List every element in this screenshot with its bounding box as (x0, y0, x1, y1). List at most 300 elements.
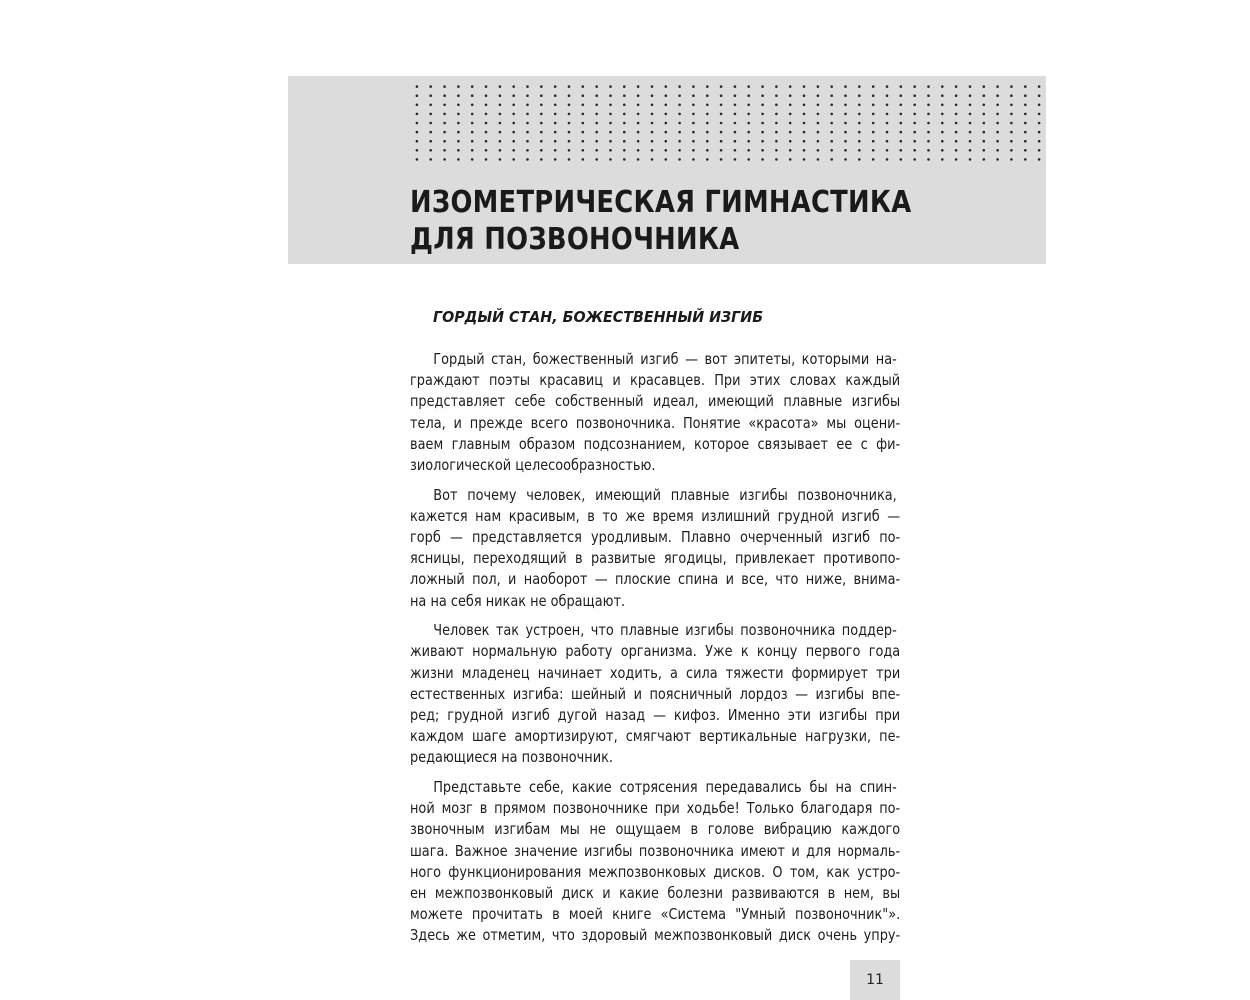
pattern-dot (734, 113, 737, 116)
pattern-dot (1024, 149, 1027, 152)
pattern-dot (983, 104, 986, 107)
pattern-dot (595, 149, 598, 152)
pattern-dot (858, 122, 861, 125)
page-number: 11 (866, 972, 884, 988)
pattern-dot (471, 113, 474, 116)
pattern-dot (830, 131, 833, 134)
pattern-dot (526, 122, 529, 125)
pattern-dot (955, 149, 958, 152)
pattern-dot (678, 140, 681, 143)
pattern-dot (443, 94, 446, 97)
text-line: естественных изгиба: шейный и поясничный лордоз — изгибы впе- (410, 684, 901, 703)
pattern-dot (416, 131, 419, 134)
pattern-dot (844, 94, 847, 97)
pattern-dot (913, 85, 916, 88)
pattern-dot (540, 94, 543, 97)
pattern-dot (858, 94, 861, 97)
pattern-dot (996, 122, 999, 125)
pattern-dot (554, 85, 557, 88)
pattern-dot (969, 113, 972, 116)
pattern-dot (830, 113, 833, 116)
pattern-dot (540, 113, 543, 116)
pattern-dot (900, 122, 903, 125)
pattern-dot (582, 85, 585, 88)
pattern-dot (416, 122, 419, 125)
pattern-dot (665, 94, 668, 97)
pattern-dot (416, 149, 419, 152)
pattern-dot (789, 113, 792, 116)
pattern-dot (858, 131, 861, 134)
pattern-dot (457, 94, 460, 97)
pattern-dot (637, 140, 640, 143)
text-line: ен межпозвонковый диск и какие болезни развиваются в нем, вы (410, 884, 901, 902)
pattern-dot (900, 140, 903, 143)
pattern-dot (761, 104, 764, 107)
pattern-dot (927, 149, 930, 152)
pattern-dot (499, 104, 502, 107)
pattern-dot (983, 122, 986, 125)
pattern-dot (526, 85, 529, 88)
pattern-dot (720, 85, 723, 88)
pattern-dot (789, 85, 792, 88)
pattern-dot (900, 85, 903, 88)
pattern-dot (568, 140, 571, 143)
pattern-dot (886, 140, 889, 143)
pattern-dot (844, 85, 847, 88)
pattern-dot (609, 140, 612, 143)
pattern-dot (623, 140, 626, 143)
pattern-dot (1038, 122, 1041, 125)
pattern-dot (416, 113, 419, 116)
pattern-dot (803, 85, 806, 88)
chapter-title-line: ДЛЯ ПОЗВОНОЧНИКА (410, 222, 740, 257)
pattern-dot (512, 94, 515, 97)
pattern-dot (637, 149, 640, 152)
pattern-dot (623, 122, 626, 125)
pattern-dot (872, 149, 875, 152)
pattern-dot (678, 113, 681, 116)
pattern-dot (582, 104, 585, 107)
pattern-dot (443, 113, 446, 116)
pattern-dot (858, 158, 861, 161)
pattern-dot (983, 140, 986, 143)
text-line: ясницы, переходящий в развитые ягодицы, привлекает противопо- (410, 549, 901, 568)
pattern-dot (554, 140, 557, 143)
pattern-dot (747, 113, 750, 116)
text-line: горб — представляется уродливым. Плавно очерченный изгиб по- (410, 528, 901, 546)
pattern-dot (886, 94, 889, 97)
pattern-dot (720, 149, 723, 152)
pattern-dot (775, 140, 778, 143)
pattern-dot (886, 158, 889, 161)
pattern-dot (761, 85, 764, 88)
pattern-dot (637, 113, 640, 116)
pattern-dot (526, 158, 529, 161)
pattern-dot (886, 149, 889, 152)
paragraph (410, 485, 900, 612)
pattern-dot (1038, 158, 1041, 161)
pattern-dot (678, 122, 681, 125)
text-line: граждают поэты красавиц и красавцев. При этих словах каждый (410, 371, 901, 390)
pattern-dot (720, 131, 723, 134)
page-number-box (850, 960, 900, 1000)
paragraph (410, 620, 900, 768)
pattern-dot (955, 122, 958, 125)
pattern-dot (499, 85, 502, 88)
pattern-dot (692, 94, 695, 97)
pattern-dot (582, 158, 585, 161)
pattern-dot (609, 122, 612, 125)
pattern-dot (941, 131, 944, 134)
pattern-dot (1038, 140, 1041, 143)
pattern-dot (734, 131, 737, 134)
pattern-dot (913, 113, 916, 116)
pattern-dot (526, 149, 529, 152)
pattern-dot (485, 85, 488, 88)
pattern-dot (457, 158, 460, 161)
pattern-dot (1010, 122, 1013, 125)
pattern-dot (1010, 140, 1013, 143)
pattern-dot (720, 113, 723, 116)
pattern-dot (512, 131, 515, 134)
pattern-dot (761, 94, 764, 97)
pattern-dot (526, 140, 529, 143)
text-line: Вот почему человек, имеющий плавные изгибы позвоночника, (433, 485, 897, 504)
pattern-dot (526, 113, 529, 116)
pattern-dot (955, 94, 958, 97)
pattern-dot (996, 94, 999, 97)
pattern-dot (955, 113, 958, 116)
pattern-dot (623, 131, 626, 134)
pattern-dot (457, 131, 460, 134)
pattern-dot (955, 85, 958, 88)
pattern-dot (941, 94, 944, 97)
pattern-dot (747, 149, 750, 152)
pattern-dot (416, 94, 419, 97)
pattern-dot (844, 158, 847, 161)
pattern-dot (429, 94, 432, 97)
pattern-dot (1010, 113, 1013, 116)
pattern-dot (1024, 131, 1027, 134)
pattern-dot (969, 122, 972, 125)
pattern-dot (595, 85, 598, 88)
pattern-dot (637, 122, 640, 125)
pattern-dot (900, 131, 903, 134)
pattern-dot (1038, 131, 1041, 134)
pattern-dot (706, 140, 709, 143)
pattern-dot (706, 85, 709, 88)
pattern-dot (595, 113, 598, 116)
pattern-dot (803, 113, 806, 116)
pattern-dot (651, 140, 654, 143)
pattern-dot (817, 149, 820, 152)
pattern-dot (485, 94, 488, 97)
pattern-dot (429, 104, 432, 107)
pattern-dot (872, 122, 875, 125)
pattern-dot (651, 158, 654, 161)
pattern-dot (1038, 94, 1041, 97)
pattern-dot (844, 131, 847, 134)
pattern-dot (706, 104, 709, 107)
pattern-dot (913, 131, 916, 134)
pattern-dot (499, 149, 502, 152)
pattern-dot (416, 104, 419, 107)
pattern-dot (443, 122, 446, 125)
pattern-dot (969, 140, 972, 143)
pattern-dot (734, 85, 737, 88)
pattern-dot (485, 149, 488, 152)
pattern-dot (872, 140, 875, 143)
pattern-dot (803, 158, 806, 161)
pattern-dot (747, 85, 750, 88)
pattern-dot (830, 158, 833, 161)
pattern-dot (1010, 85, 1013, 88)
pattern-dot (457, 122, 460, 125)
pattern-dot (471, 131, 474, 134)
pattern-dot (761, 122, 764, 125)
pattern-dot (623, 104, 626, 107)
pattern-dot (568, 94, 571, 97)
pattern-dot (817, 104, 820, 107)
pattern-dot (761, 131, 764, 134)
pattern-dot (983, 131, 986, 134)
pattern-dot (678, 158, 681, 161)
pattern-dot (844, 104, 847, 107)
pattern-dot (1024, 85, 1027, 88)
pattern-dot (996, 131, 999, 134)
pattern-dot (761, 113, 764, 116)
pattern-dot (582, 94, 585, 97)
pattern-dot (623, 85, 626, 88)
pattern-dot (886, 104, 889, 107)
pattern-dot (692, 85, 695, 88)
pattern-dot (734, 122, 737, 125)
pattern-dot (996, 158, 999, 161)
pattern-dot (775, 113, 778, 116)
pattern-dot (678, 149, 681, 152)
pattern-dot (540, 104, 543, 107)
pattern-dot (692, 122, 695, 125)
pattern-dot (775, 149, 778, 152)
pattern-dot (637, 158, 640, 161)
pattern-dot (706, 158, 709, 161)
pattern-dot (747, 140, 750, 143)
pattern-dot (471, 104, 474, 107)
pattern-dot (927, 131, 930, 134)
pattern-dot (941, 113, 944, 116)
pattern-dot (678, 85, 681, 88)
pattern-dot (789, 122, 792, 125)
pattern-dot (747, 104, 750, 107)
pattern-dot (637, 104, 640, 107)
chapter-title-line: ИЗОМЕТРИЧЕСКАЯ ГИМНАСТИКА (410, 185, 912, 220)
pattern-dot (485, 104, 488, 107)
pattern-dot (665, 85, 668, 88)
pattern-dot (443, 131, 446, 134)
pattern-dot (734, 140, 737, 143)
pattern-dot (996, 113, 999, 116)
pattern-dot (665, 149, 668, 152)
pattern-dot (913, 94, 916, 97)
pattern-dot (1010, 104, 1013, 107)
pattern-dot (554, 122, 557, 125)
text-line: жизни младенец начинает ходить, а сила тяжести формирует три (410, 663, 901, 682)
pattern-dot (540, 140, 543, 143)
text-line: тела, и прежде всего позвоночника. Понятие «красота» мы оцени- (410, 413, 901, 432)
pattern-dot (678, 104, 681, 107)
pattern-dot (941, 158, 944, 161)
pattern-dot (457, 85, 460, 88)
pattern-dot (637, 94, 640, 97)
pattern-dot (747, 158, 750, 161)
pattern-dot (983, 158, 986, 161)
pattern-dot (775, 131, 778, 134)
pattern-dot (623, 113, 626, 116)
pattern-dot (775, 85, 778, 88)
pattern-dot (637, 131, 640, 134)
pattern-dot (429, 122, 432, 125)
text-line: Представьте себе, какие сотрясения передавались бы на спин- (433, 778, 897, 797)
pattern-dot (1024, 94, 1027, 97)
pattern-dot (1038, 104, 1041, 107)
pattern-dot (568, 122, 571, 125)
pattern-dot (554, 131, 557, 134)
pattern-dot (540, 85, 543, 88)
pattern-dot (983, 94, 986, 97)
pattern-dot (913, 149, 916, 152)
pattern-dot (761, 149, 764, 152)
pattern-dot (554, 158, 557, 161)
pattern-dot (609, 158, 612, 161)
pattern-dot (900, 94, 903, 97)
pattern-dot (720, 104, 723, 107)
pattern-dot (927, 85, 930, 88)
pattern-dot (720, 140, 723, 143)
pattern-dot (595, 140, 598, 143)
text-line: Гордый стан, божественный изгиб — вот эпитеты, которыми на- (433, 350, 897, 368)
pattern-dot (817, 140, 820, 143)
section-title: ГОРДЫЙ СТАН, БОЖЕСТВЕННЫЙ ИЗГИБ (433, 308, 764, 326)
pattern-dot (1024, 140, 1027, 143)
pattern-dot (665, 104, 668, 107)
body-text (410, 349, 900, 955)
pattern-dot (996, 149, 999, 152)
pattern-dot (540, 131, 543, 134)
pattern-dot (540, 158, 543, 161)
pattern-dot (471, 85, 474, 88)
pattern-dot (941, 149, 944, 152)
text-line: можете прочитать в моей книге «Система "Умный позвоночник"». (410, 905, 901, 924)
pattern-dot (651, 131, 654, 134)
text-line: редающиеся на позвоночник. (410, 748, 614, 767)
pattern-dot (595, 104, 598, 107)
text-line: звоночным изгибам мы не ощущаем в голове вибрацию каждого (410, 820, 901, 839)
pattern-dot (665, 158, 668, 161)
pattern-dot (803, 122, 806, 125)
text-line: шага. Важное значение изгибы позвоночника имеют и для нормаль- (410, 841, 901, 860)
pattern-dot (844, 149, 847, 152)
pattern-dot (1024, 122, 1027, 125)
pattern-dot (526, 94, 529, 97)
pattern-dot (471, 122, 474, 125)
pattern-dot (803, 94, 806, 97)
pattern-dot (429, 113, 432, 116)
pattern-dot (582, 131, 585, 134)
pattern-dot (775, 94, 778, 97)
pattern-dot (554, 104, 557, 107)
text-line: ред; грудной изгиб дугой назад — кифоз. Именно эти изгибы при (410, 706, 901, 724)
pattern-dot (761, 140, 764, 143)
pattern-dot (595, 131, 598, 134)
pattern-dot (1024, 113, 1027, 116)
pattern-dot (706, 122, 709, 125)
pattern-dot (637, 85, 640, 88)
pattern-dot (734, 94, 737, 97)
pattern-dot (665, 113, 668, 116)
pattern-dot (969, 158, 972, 161)
pattern-dot (568, 104, 571, 107)
pattern-dot (789, 104, 792, 107)
pattern-dot (651, 94, 654, 97)
pattern-dot (830, 140, 833, 143)
pattern-dot (941, 104, 944, 107)
pattern-dot (983, 113, 986, 116)
pattern-dot (568, 85, 571, 88)
pattern-dot (568, 158, 571, 161)
pattern-dot (526, 131, 529, 134)
text-line: Здесь же отметим, что здоровый межпозвонковый диск очень упру- (410, 926, 901, 945)
pattern-dot (526, 104, 529, 107)
pattern-dot (651, 104, 654, 107)
text-line: ной мозг в прямом позвоночнике при ходьбе! Только благодаря по- (410, 799, 901, 818)
pattern-dot (886, 113, 889, 116)
pattern-dot (913, 140, 916, 143)
pattern-dot (471, 140, 474, 143)
pattern-dot (692, 149, 695, 152)
pattern-dot (830, 94, 833, 97)
pattern-dot (941, 122, 944, 125)
pattern-dot (844, 140, 847, 143)
pattern-dot (927, 104, 930, 107)
pattern-dot (886, 122, 889, 125)
pattern-dot (1010, 158, 1013, 161)
pattern-dot (927, 94, 930, 97)
pattern-dot (429, 158, 432, 161)
pattern-dot (1010, 94, 1013, 97)
pattern-dot (803, 140, 806, 143)
pattern-dot (1010, 131, 1013, 134)
pattern-dot (720, 158, 723, 161)
pattern-dot (927, 158, 930, 161)
pattern-dot (747, 122, 750, 125)
chapter-title (410, 184, 943, 258)
pattern-dot (706, 131, 709, 134)
pattern-dot (692, 158, 695, 161)
pattern-dot (872, 158, 875, 161)
pattern-dot (803, 131, 806, 134)
pattern-dot (969, 104, 972, 107)
pattern-dot (996, 140, 999, 143)
pattern-dot (512, 113, 515, 116)
pattern-dot (830, 85, 833, 88)
pattern-dot (499, 122, 502, 125)
pattern-dot (927, 140, 930, 143)
pattern-dot (872, 131, 875, 134)
pattern-dot (429, 85, 432, 88)
pattern-dot (886, 131, 889, 134)
text-line: представляет себе собственный идеал, имеющий плавные изгибы (410, 392, 901, 411)
pattern-dot (651, 122, 654, 125)
